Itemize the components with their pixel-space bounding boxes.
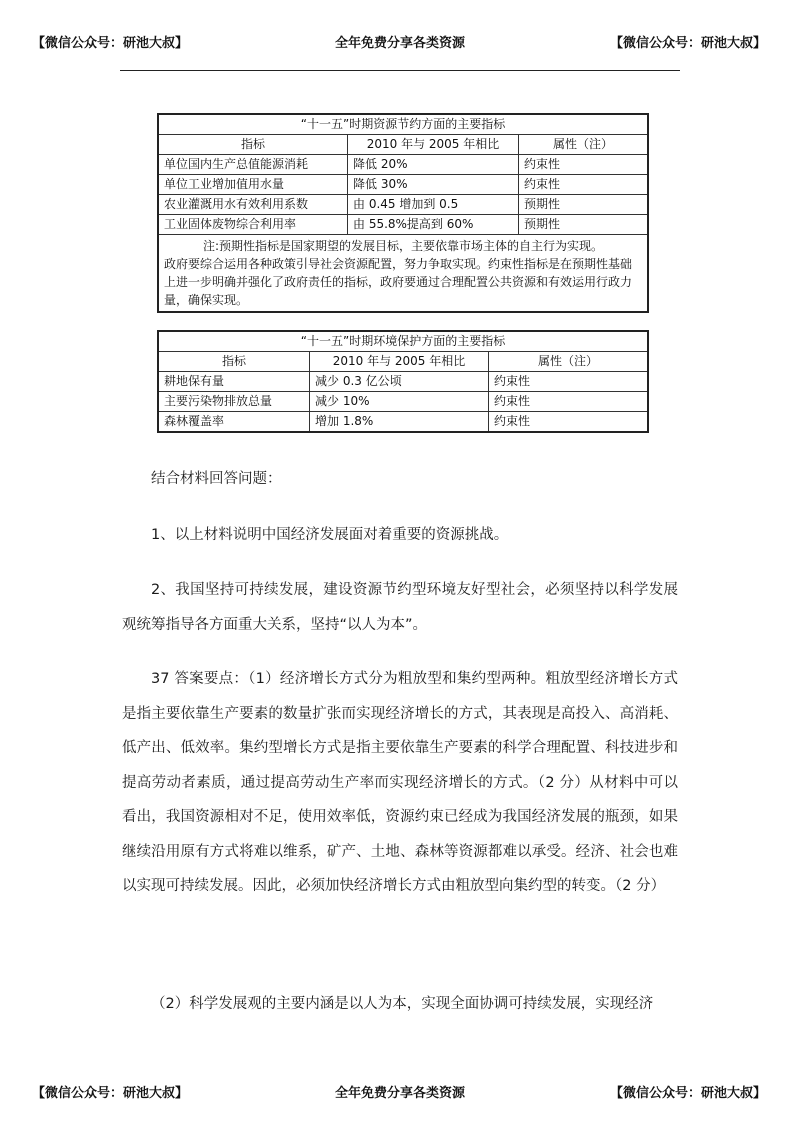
table-cell: 约束性 bbox=[489, 372, 649, 392]
table-title: “十一五”时期环境保护方面的主要指标 bbox=[158, 331, 648, 352]
question-2: 2、我国坚持可持续发展，建设资源节约型环境友好型社会，必须坚持以科学发展观统筹指导各方面重大关系，坚持“以人为本”。 bbox=[122, 582, 678, 633]
table-note-body: 政府要综合运用各种政策引导社会资源配置，努力争取实现。约束性指标是在预期性基础上进一步明确并强化了政府责任的指标，政府要通过合理配置公共资源和有效运用行政力量，确保实现。 bbox=[164, 257, 633, 307]
table-cell: 由 55.8%提高到 60% bbox=[348, 215, 519, 235]
table-cell: 约束性 bbox=[489, 392, 649, 412]
table-row bbox=[158, 175, 648, 195]
table-cell: 耕地保有量 bbox=[158, 372, 310, 392]
table-header-cell: 2010 年与 2005 年相比 bbox=[310, 352, 489, 372]
table-cell: 农业灌溉用水有效利用系数 bbox=[158, 195, 348, 215]
table-cell: 降低 30% bbox=[348, 175, 519, 195]
footer-center-text: 全年免费分享各类资源 bbox=[334, 1086, 465, 1101]
header-center-text: 全年免费分享各类资源 bbox=[334, 36, 465, 51]
table-cell: 降低 20% bbox=[348, 155, 519, 175]
table-row bbox=[158, 195, 648, 215]
header-right-text: 【微信公众号：研池大叔】 bbox=[609, 36, 766, 51]
table-cell: 约束性 bbox=[519, 175, 649, 195]
header-left-text: 【微信公众号：研池大叔】 bbox=[32, 36, 189, 51]
footer-right-text: 【微信公众号：研池大叔】 bbox=[609, 1086, 766, 1101]
header-rule bbox=[120, 70, 680, 71]
resource-saving-table bbox=[157, 113, 649, 313]
footer-left-text: 【微信公众号：研池大叔】 bbox=[32, 1086, 189, 1101]
table-note bbox=[158, 235, 648, 313]
table-cell: 单位国内生产总值能源消耗 bbox=[158, 155, 348, 175]
table-row bbox=[158, 392, 648, 412]
table-cell: 预期性 bbox=[519, 215, 649, 235]
question-1: 1、以上材料说明中国经济发展面对着重要的资源挑战。 bbox=[151, 527, 509, 543]
table-row bbox=[158, 412, 648, 433]
table-cell: 约束性 bbox=[519, 155, 649, 175]
table-cell: 增加 1.8% bbox=[310, 412, 489, 433]
table-cell: 单位工业增加值用水量 bbox=[158, 175, 348, 195]
table-cell: 预期性 bbox=[519, 195, 649, 215]
page-footer bbox=[0, 1082, 800, 1106]
table-header-cell: 属性（注） bbox=[489, 352, 649, 372]
table-header-cell: 2010 年与 2005 年相比 bbox=[348, 135, 519, 155]
table-row bbox=[158, 155, 648, 175]
question-intro: 结合材料回答问题： bbox=[151, 471, 282, 487]
page-header bbox=[0, 32, 800, 56]
table-header-cell: 指标 bbox=[158, 352, 310, 372]
answer-37-paragraph: 37 答案要点：（1）经济增长方式分为粗放型和集约型两种。粗放型经济增长方式是指主要依靠生产要素的数量扩张而实现经济增长的方式，其表现是高投入、高消耗、低产出、低效率。集约型增长方式是指主要依靠生产要素的科学合理配置、科技进步和提高劳动者素质，通过提高劳动生产率而实现经济增长的方式。（2 分）从材料中可以看出，我国资源相对不足，使用效率低，资源约束已经成为我国经济发展的瓶颈，如果继续沿用原有方式将难以维系，矿产、土地、森林等资源都难以承受。经济、社会也难以实现可持续发展。因此，必须加快经济增长方式由粗放型向集约型的转变。（2 分） bbox=[122, 671, 678, 894]
table-row bbox=[158, 215, 648, 235]
table-header-cell: 属性（注） bbox=[519, 135, 649, 155]
table-cell: 减少 10% bbox=[310, 392, 489, 412]
table-row bbox=[158, 372, 648, 392]
answer-2-paragraph: （2）科学发展观的主要内涵是以人为本，实现全面协调可持续发展，实现经济 bbox=[151, 996, 654, 1012]
table-cell: 由 0.45 增加到 0.5 bbox=[348, 195, 519, 215]
table-cell: 森林覆盖率 bbox=[158, 412, 310, 433]
table-cell: 主要污染物排放总量 bbox=[158, 392, 310, 412]
table-header-cell: 指标 bbox=[158, 135, 348, 155]
table-cell: 约束性 bbox=[489, 412, 649, 433]
environment-protection-table bbox=[157, 330, 649, 433]
table-cell: 减少 0.3 亿公顷 bbox=[310, 372, 489, 392]
table-note-first-line: 注:预期性指标是国家期望的发展目标，主要依靠市场主体的自主行为实现。 bbox=[202, 239, 604, 253]
table-title: “十一五”时期资源节约方面的主要指标 bbox=[158, 114, 648, 135]
table-cell: 工业固体废物综合利用率 bbox=[158, 215, 348, 235]
